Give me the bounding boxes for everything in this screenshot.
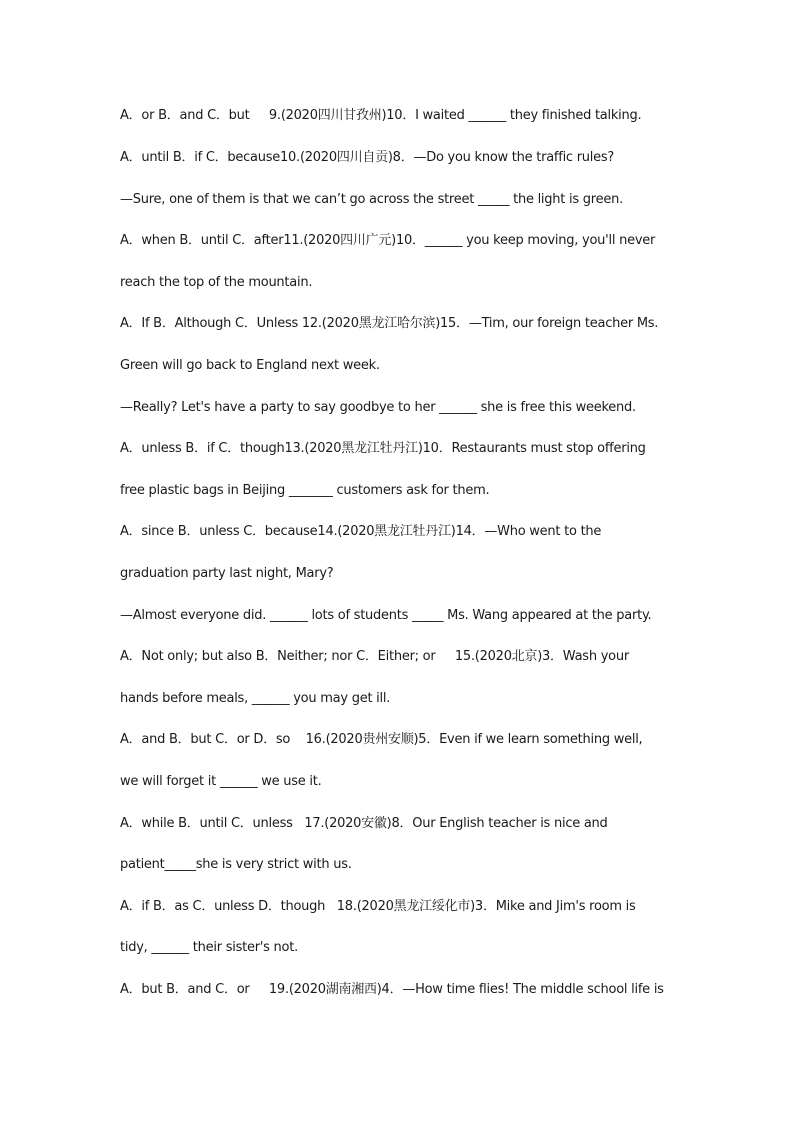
text-line: free plastic bags in Beijing _______ customers ask for them. — [120, 483, 490, 498]
text-line: —Really? Let's have a party to say goodbye to her ______ she is free this weekend. — [120, 400, 636, 415]
text-line: A．when B．until C．after11.(2020四川广元)10．______ you keep moving, you'll never — [120, 233, 656, 248]
text-line: A．if B．as C．unless D．though 18.(2020黑龙江绥化市)3．Mike and Jim's room is — [120, 899, 636, 914]
text-line: A．but B．and C．or 19.(2020湖南湘西)4．—How time flies! The middle school life is — [120, 982, 664, 997]
text-line: A．until B．if C．because10.(2020四川自贡)8．—Do you know the traffic rules? — [120, 150, 615, 165]
text-line: —Almost everyone did. ______ lots of students _____ Ms. Wang appeared at the party. — [120, 608, 652, 623]
text-line: A．and B．but C．or D．so 16.(2020贵州安顺)5．Even if we learn something well, — [120, 732, 643, 747]
text-line: —Sure, one of them is that we can’t go across the street _____ the light is green. — [120, 192, 623, 207]
text-line: patient_____she is very strict with us. — [120, 857, 352, 872]
text-line: A．or B．and C．but 9.(2020四川甘孜州)10．I waited ______ they finished talking. — [120, 108, 642, 123]
text-line: Green will go back to England next week. — [120, 358, 380, 373]
text-line: A．since B．unless C．because14.(2020黑龙江牡丹江)14．—Who went to the — [120, 524, 602, 539]
text-line: hands before meals, ______ you may get ill. — [120, 691, 391, 706]
text-line: A．while B．until C．unless 17.(2020安徽)8．Our English teacher is nice and — [120, 816, 608, 831]
text-line: graduation party last night, Mary? — [120, 566, 334, 581]
text-line: A．unless B．if C．though13.(2020黑龙江牡丹江)10．Restaurants must stop offering — [120, 441, 646, 456]
text-line: A．Not only; but also B．Neither; nor C．Either; or 15.(2020北京)3．Wash your — [120, 649, 629, 664]
text-line: reach the top of the mountain. — [120, 275, 313, 290]
text-line: we will forget it ______ we use it. — [120, 774, 322, 789]
text-line: A．If B．Although C．Unless 12.(2020黑龙江哈尔滨)15．—Tim, our foreign teacher Ms. — [120, 316, 659, 331]
text-line: tidy, ______ their sister's not. — [120, 940, 298, 955]
